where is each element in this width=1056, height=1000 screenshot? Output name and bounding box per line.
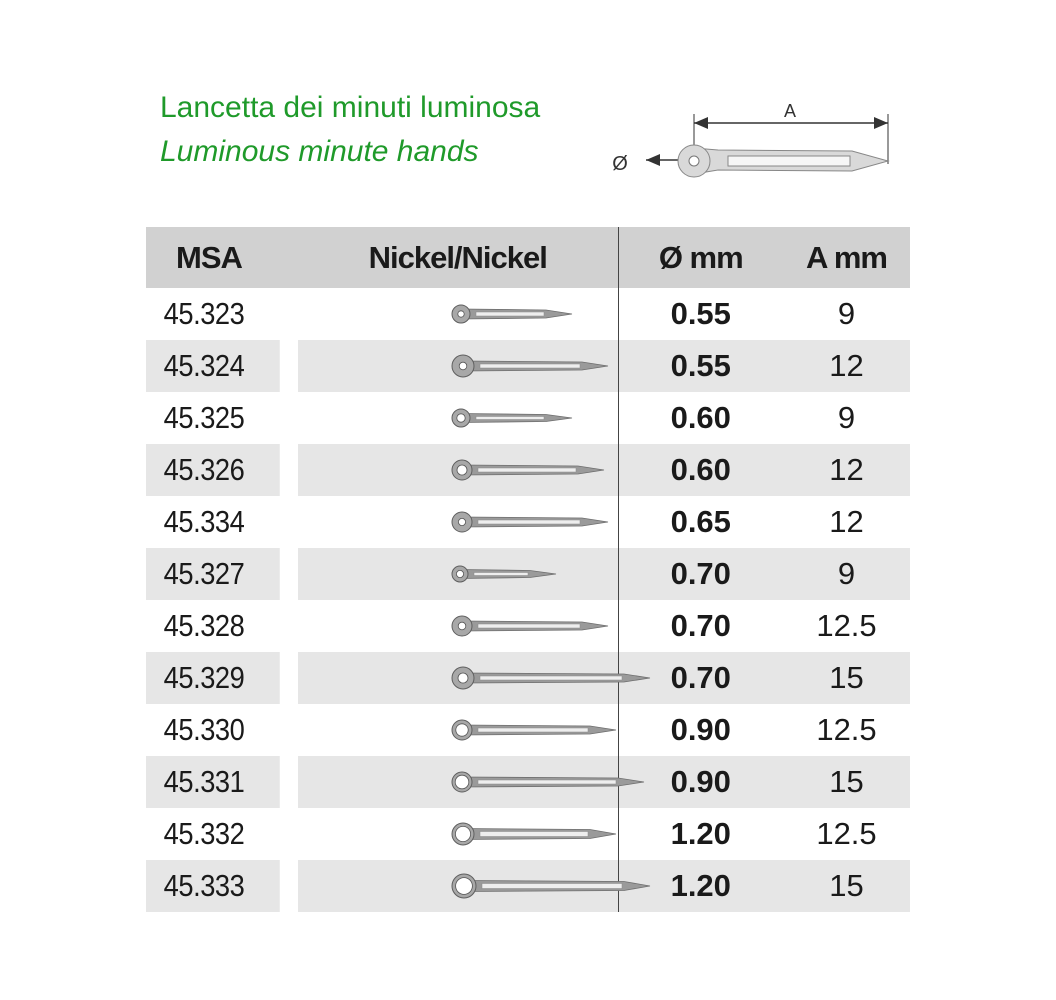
cell-length: 9	[837, 400, 856, 435]
cell-diameter: 0.60	[618, 444, 783, 496]
table-header-row	[146, 227, 910, 288]
minute-hand-illustration	[450, 611, 626, 641]
cell-hand-image	[298, 548, 618, 600]
cell-code: 45.324	[146, 340, 280, 392]
cell-hand-image	[298, 860, 618, 912]
cell-length: 12	[829, 504, 864, 539]
cell-diameter: 0.90	[618, 756, 783, 808]
cell-length: 15	[783, 756, 910, 808]
cell-hand-image	[298, 600, 618, 652]
cell-code: 45.328	[163, 608, 245, 643]
cell-hand-image	[298, 756, 618, 808]
header-code: MSA	[146, 227, 298, 288]
table-row	[146, 652, 910, 704]
table-row	[146, 444, 910, 496]
table-row	[146, 496, 910, 548]
cell-diameter: 0.70	[618, 652, 783, 704]
spec-table	[146, 227, 910, 912]
cell-length: 12.5	[816, 816, 877, 851]
table-row	[146, 392, 910, 444]
title-english: Luminous minute hands	[160, 135, 479, 168]
cell-hand-image	[298, 340, 618, 392]
minute-hand-illustration	[450, 715, 634, 745]
table-row	[146, 860, 910, 912]
minute-hand-illustration	[450, 299, 590, 329]
header-diameter: Ø mm	[618, 227, 783, 288]
table-row	[146, 756, 910, 808]
minute-hand-illustration	[450, 767, 662, 797]
cell-diameter: 0.55	[618, 340, 783, 392]
cell-code: 45.326	[146, 444, 280, 496]
title-block	[160, 88, 540, 176]
cell-length: 12	[783, 444, 910, 496]
table-row	[146, 808, 910, 860]
cell-code: 45.325	[163, 400, 245, 435]
cell-diameter: 1.20	[618, 860, 783, 912]
cell-diameter: 1.20	[618, 808, 783, 860]
minute-hand-illustration	[450, 351, 626, 381]
cell-hand-image	[298, 808, 618, 860]
cell-diameter: 0.90	[618, 704, 783, 756]
table-row	[146, 288, 910, 340]
cell-length: 12.5	[816, 712, 877, 747]
diameter-symbol: Ø	[612, 153, 628, 175]
cell-hand-image	[298, 652, 618, 704]
cell-code: 45.333	[146, 860, 280, 912]
cell-length: 12.5	[816, 608, 877, 643]
cell-diameter: 0.65	[618, 496, 783, 548]
minute-hand-illustration	[450, 455, 622, 485]
header-finish: Nickel/Nickel	[298, 227, 618, 288]
minute-hand-illustration	[450, 507, 626, 537]
cell-diameter: 0.70	[618, 548, 783, 600]
minute-hand-illustration	[450, 819, 634, 849]
cell-code: 45.323	[163, 296, 245, 331]
cell-code: 45.327	[146, 548, 280, 600]
cell-code: 45.330	[163, 712, 245, 747]
cell-hand-image	[298, 496, 618, 548]
cell-code: 45.334	[163, 504, 245, 539]
cell-hand-image	[298, 392, 618, 444]
cell-length: 15	[783, 860, 910, 912]
cell-diameter: 0.55	[618, 288, 783, 340]
cell-length: 9	[783, 548, 910, 600]
hand-dimension-diagram	[600, 90, 900, 190]
cell-hand-image	[298, 704, 618, 756]
cell-hand-image	[298, 288, 618, 340]
cell-length: 15	[783, 652, 910, 704]
cell-hand-image	[298, 444, 618, 496]
cell-length: 9	[837, 296, 856, 331]
table-row	[146, 548, 910, 600]
dimension-label-a: A	[783, 101, 797, 121]
cell-code: 45.329	[146, 652, 280, 704]
minute-hand-illustration	[450, 403, 590, 433]
header-length: A mm	[783, 227, 910, 288]
cell-diameter: 0.70	[618, 600, 783, 652]
table-row	[146, 340, 910, 392]
minute-hand-illustration	[450, 871, 668, 901]
cell-length: 12	[783, 340, 910, 392]
minute-hand-illustration	[450, 663, 668, 693]
title-italian: Lancetta dei minuti luminosa	[160, 91, 541, 124]
cell-code: 45.332	[163, 816, 245, 851]
table-row	[146, 600, 910, 652]
minute-hand-illustration	[450, 559, 574, 589]
cell-diameter: 0.60	[618, 392, 783, 444]
cell-code: 45.331	[146, 756, 280, 808]
table-row	[146, 704, 910, 756]
